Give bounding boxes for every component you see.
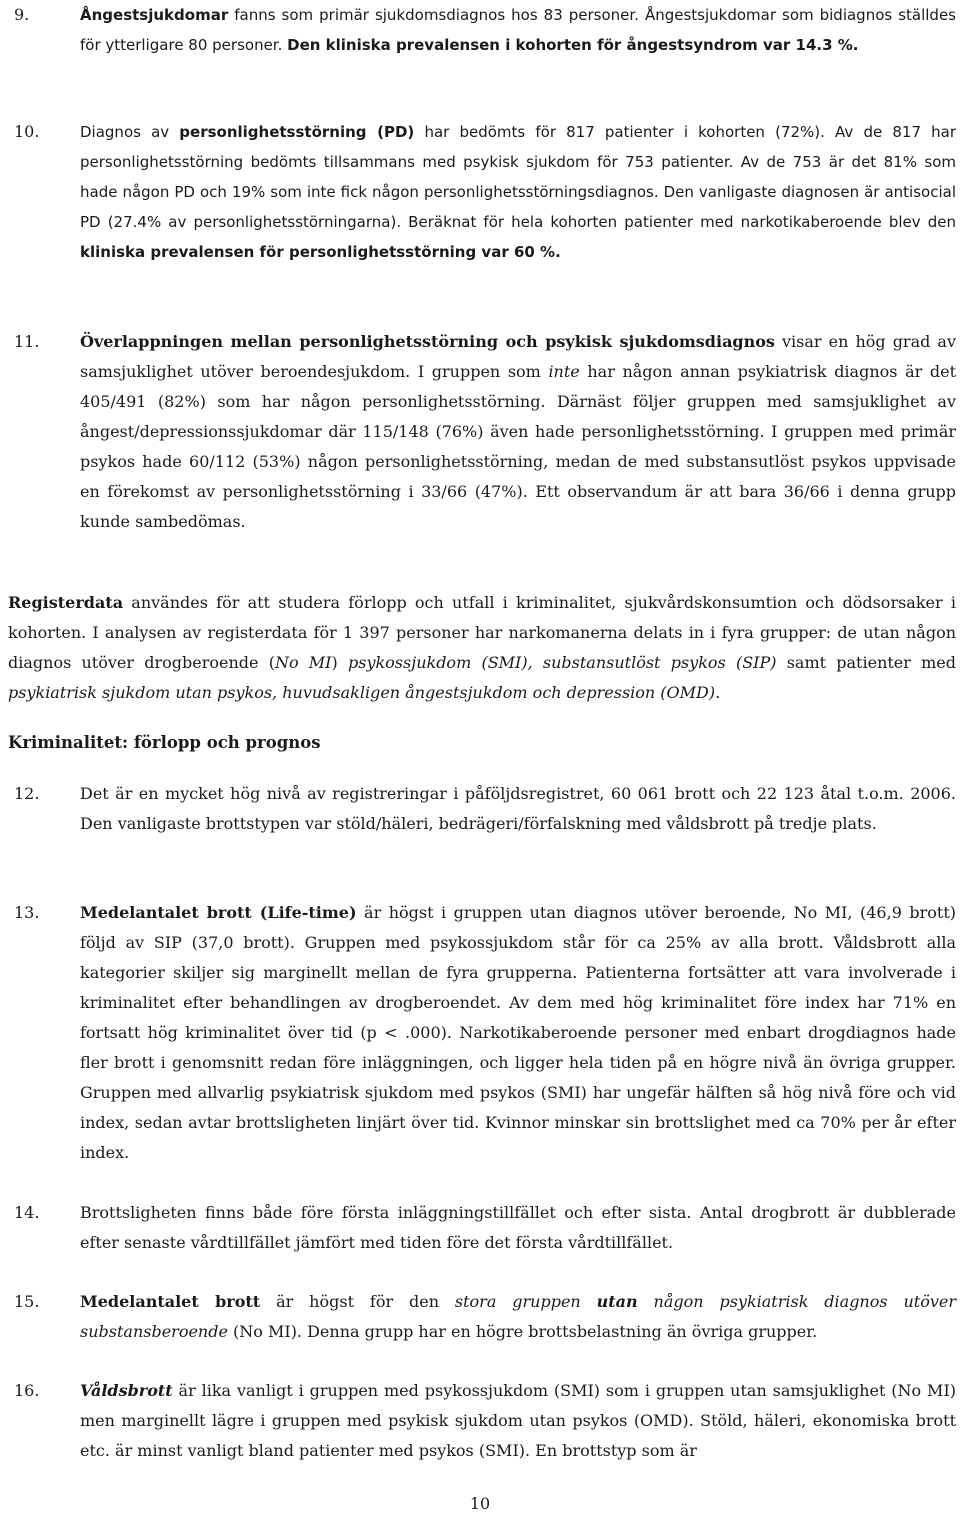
item-number: 15. (14, 1292, 40, 1311)
item-number: 13. (14, 903, 40, 922)
item-number: 12. (14, 784, 40, 803)
item-text: Medelantalet brott (Life-time) är högst i gruppen utan diagnos utöver beroende, No MI, (46,9 brott) följd av SIP (37,0 brott). Gruppen med psykossjukdom står för ca 25% av alla brott. Våldsbrott alla kategorier skiljer sig marginellt mellan de fyra grupperna. Patienterna fortsätter att vara involverade i kriminalitet efter behandlingen av drogberoendet. Av dem med hög kriminalitet före index har 71% en fortsatt hög kriminalitet över tid (p < .000). Narkotikaberoende personer med enbart drogdiagnos hade fler brott i genomsnitt redan före inläggningen, och ligger hela tiden på en högre nivå än övriga grupper. Gruppen med allvarlig psykiatrisk sjukdom med psykos (SMI) har ungefär hälften så hög nivå före och vid index, sedan avtar brottsligheten linjärt över tid. Kvinnor minskar sin brottslighet med ca 70% per år efter index. (80, 903, 957, 1162)
item-number: 11. (14, 332, 40, 351)
item-text: Överlappningen mellan personlighetsstörning och psykisk sjukdomsdiagnos visar en hög grad av samsjuklighet utöver beroendesjukdom. I gruppen som inte har någon annan psykiatrisk diagnos är det 405/491 (82%) som har någon personlighetsstörning. Därnäst följer gruppen med samsjuklighet av ångest/depressionssjukdomar där 115/148 (76%) även hade personlighetsstörning. I gruppen med primär psykos hade 60/112 (53%) någon personlighetsstörning, medan de med substansutlöst psykos uppvisade en förekomst av personlighetsstörning i 33/66 (47%). Ett observandum är att bara 36/66 i denna grupp kunde sambedömas. (80, 332, 957, 531)
item-text: Brottsligheten finns både före första inläggningstillfället och efter sista. Antal drogbrott är dubblerade efter senaste vårdtillfället jämfört med tiden före det första vårdtillfället. (80, 1203, 956, 1252)
item-number: 14. (14, 1203, 40, 1222)
item-text: Det är en mycket hög nivå av registreringar i påföljdsregistret, 60 061 brott och 22 123 åtal t.o.m. 2006. Den vanligaste brottstypen var stöld/häleri, bedrägeri/förfalskning med våldsbrott på tredje plats. (80, 784, 956, 833)
item-number: 9. (14, 5, 30, 24)
item-text: Medelantalet brott är högst för den stora gruppen utan någon psykiatrisk diagnos utöver substansberoende (No MI). Denna grupp har en högre brottsbelastning än övriga grupper. (80, 1292, 956, 1341)
section-heading: Kriminalitet: förlopp och prognos (8, 733, 321, 752)
item-text: Våldsbrott är lika vanligt i gruppen med psykossjukdom (SMI) som i gruppen utan samsjuklighet (No MI) men marginellt lägre i gruppen med psykisk sjukdom utan psykos (OMD). Stöld, häleri, ekonomiska brott etc. är minst vanligt bland patienter med psykos (SMI). En brottstyp som är (80, 1381, 956, 1460)
item-number: 16. (14, 1381, 40, 1400)
register-paragraph: Registerdata användes för att studera förlopp och utfall i kriminalitet, sjukvårdskonsumtion och dödsorsaker i kohorten. I analysen av registerdata för 1 397 personer har narkomanerna delats in i fyra grupper: de utan någon diagnos utöver drogberoende (No MI) psykossjukdom (SMI), substansutlöst psykos (SIP) samt patienter med psykiatrisk sjukdom utan psykos, huvudsakligen ångestsjukdom och depression (OMD). (8, 593, 957, 702)
page-number: 10 (469, 1494, 491, 1513)
item-text: Ångestsjukdomar fanns som primär sjukdomsdiagnos hos 83 personer. Ångestsjukdomar som bidiagnos ställdes för ytterligare 80 personer. Den kliniska prevalensen i kohorten för ångestsyndrom var 14.3 %. (80, 6, 956, 54)
item-text: Diagnos av personlighetsstörning (PD) har bedömts för 817 patienter i kohorten (72%). Av de 817 har personlighetsstörning bedömts tillsammans med psykisk sjukdom för 753 patienter. Av de 753 är det 81% som hade någon PD och 19% som inte fick någon personlighetsstörningsdiagnos. Den vanligaste diagnosen är antisocial PD (27.4% av personlighetsstörningarna). Beräknat för hela kohorten patienter med narkotikaberoende blev den kliniska prevalensen för personlighetsstörning var 60 %. (80, 123, 956, 261)
item-number: 10. (14, 122, 40, 141)
